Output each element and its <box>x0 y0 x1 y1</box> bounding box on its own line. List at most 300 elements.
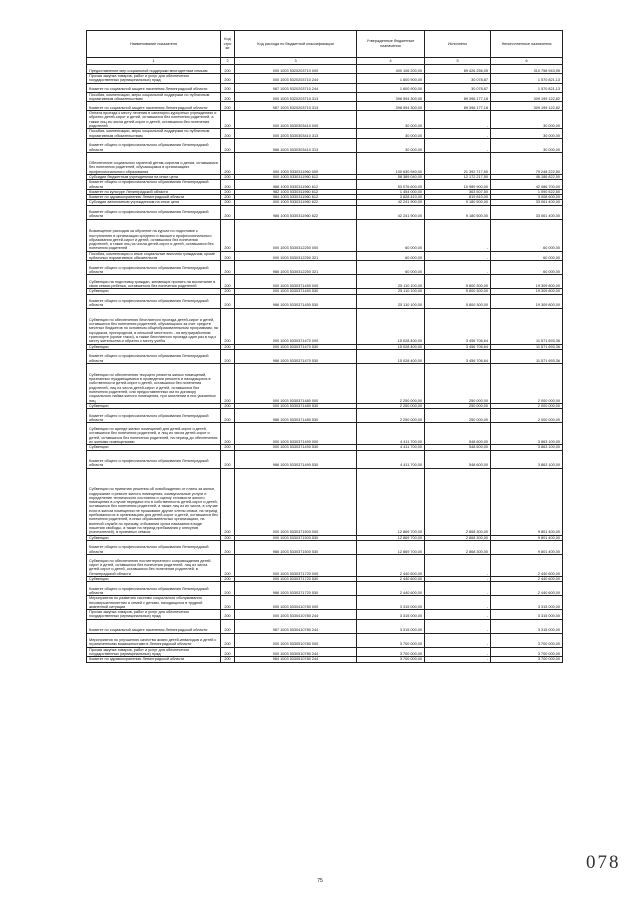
row-approved: 4 411 700,00 <box>357 450 425 468</box>
row-approved: 4 411 700,00 <box>357 423 425 445</box>
row-unexecuted: 9 801 400,00 <box>491 468 563 535</box>
row-code: 200 <box>221 633 235 647</box>
row-name: Субвенции по обеспечению текущего ремонта жилых помещений, признанных нуждающимися в проведении ремонта и находящихся в собственности детей-сирот и детей, оставшихся без попечения родителей, лиц из числа детей-сирот и детей, оставшихся без попечения родителей, или предоставленных им по договору социального найма жилого помещения, при заселении в них указанных лиц <box>87 363 221 403</box>
row-executed: 5 800 300,00 <box>425 289 491 294</box>
row-approved: 30 000,00 <box>357 111 425 129</box>
row-kbk: 984 1003 5330311960 612 <box>235 195 357 200</box>
row-unexecuted: 9 801 400,00 <box>491 540 563 554</box>
row-kbk: 000 1003 5330311960 622 <box>235 200 357 205</box>
row-name: Комитет по социальной защите населения Ленинградской области <box>87 102 221 111</box>
row-approved: 398 594 300,00 <box>357 92 425 102</box>
row-unexecuted: 1 570 821,13 <box>491 74 563 84</box>
row-unexecuted: 30 000,00 <box>491 138 563 152</box>
row-approved: 4 411 700,00 <box>357 445 425 450</box>
row-name: Субвенции <box>87 289 221 294</box>
row-kbk: 987 1003 5330410780 244 <box>235 619 357 633</box>
column-number: 3 <box>235 58 357 65</box>
row-kbk: 000 1003 5330371720 530 <box>235 576 357 581</box>
row-kbk: 986 1003 5330311960 612 <box>235 180 357 190</box>
row-unexecuted: 60 000,00 <box>491 219 563 251</box>
row-kbk: 000 1003 5330371470 530 <box>235 344 357 349</box>
table-row <box>87 610 563 620</box>
row-name: Комитет общего и профессионального образования Ленинградской области <box>87 261 221 275</box>
row-code: 200 <box>221 83 235 92</box>
row-code: 200 <box>221 138 235 152</box>
table-row <box>87 423 563 445</box>
table-row <box>87 251 563 261</box>
column-number-row <box>87 58 563 65</box>
row-kbk: 984 1003 5330510780 244 <box>235 657 357 662</box>
row-approved: 3 700 000,00 <box>357 647 425 657</box>
row-unexecuted: 1 090 522,50 <box>491 189 563 194</box>
column-number: 6 <box>491 58 563 65</box>
page-stamp-number: 078 <box>586 852 621 873</box>
table-row <box>87 582 563 596</box>
row-executed: 12 172 217,50 <box>425 174 491 179</box>
header-name: Наименование показателя <box>87 31 221 58</box>
row-unexecuted: 3 700 000,00 <box>491 647 563 657</box>
row-code: 200 <box>221 647 235 657</box>
row-name: Обеспечение социальных гарантий детям-сиротам и детям, оставшимся без попечения родителей, обучающимся в организациях профессионального образования <box>87 152 221 174</box>
column-number: 4 <box>357 58 425 65</box>
row-kbk: 000 1003 5330371450 530 <box>235 289 357 294</box>
row-unexecuted: 19 309 800,00 <box>491 289 563 294</box>
row-code: 200 <box>221 610 235 620</box>
row-unexecuted: 1 570 821,13 <box>491 83 563 92</box>
row-executed: 5 800 300,00 <box>425 294 491 308</box>
row-name: Субсидии бюджетным учреждениям на иные цели <box>87 174 221 179</box>
row-code: 200 <box>221 423 235 445</box>
row-approved: 2 250 000,00 <box>357 403 425 408</box>
row-approved: 1 454 000,00 <box>357 189 425 194</box>
table-row <box>87 138 563 152</box>
row-unexecuted: 33 061 400,00 <box>491 205 563 219</box>
row-unexecuted: 3 315 000,00 <box>491 596 563 610</box>
row-unexecuted: 11 571 693,36 <box>491 349 563 363</box>
row-unexecuted: 3 008 600,00 <box>491 195 563 200</box>
row-code: 200 <box>221 152 235 174</box>
row-approved: 3 828 410,00 <box>357 195 425 200</box>
row-kbk: 000 1003 5330371480 530 <box>235 403 357 408</box>
row-approved: 30 000,00 <box>357 138 425 152</box>
page-number: 75 <box>317 878 323 884</box>
header-unexecuted: Неисполненные назначения <box>491 31 563 58</box>
row-name: Субвенции <box>87 535 221 540</box>
row-kbk: 000 1003 5330371450 000 <box>235 275 357 289</box>
table-row <box>87 92 563 102</box>
row-code: 200 <box>221 261 235 275</box>
row-name: Комитет общего и профессионального образования Ленинградской области <box>87 180 221 190</box>
row-approved: 2 440 600,00 <box>357 582 425 596</box>
row-name: Прочая закупка товаров, работ и услуг для обеспечения государственных (муниципальных) нужд <box>87 74 221 84</box>
row-name: Комитет общего и профессионального образования Ленинградской области <box>87 409 221 423</box>
row-code: 200 <box>221 535 235 540</box>
row-unexecuted: 11 571 693,36 <box>491 308 563 344</box>
row-name: Прочая закупка товаров, работ и услуг для обеспечения государственных (муниципальных) нужд <box>87 647 221 657</box>
table-row <box>87 363 563 403</box>
row-kbk: 986 1003 5330371720 530 <box>235 582 357 596</box>
header-code: Код стро ки <box>221 31 235 58</box>
row-code: 200 <box>221 576 235 581</box>
table-row <box>87 129 563 139</box>
row-executed: - <box>425 554 491 576</box>
row-kbk: 986 1003 5330371500 530 <box>235 540 357 554</box>
row-unexecuted: 42 086 700,00 <box>491 180 563 190</box>
row-approved: 3 315 000,00 <box>357 619 425 633</box>
row-name: Пособия, компенсации и иные социальные выплаты гражданам, кроме публичных нормативных обязательств <box>87 251 221 261</box>
row-executed: 21 392 717,50 <box>425 152 491 174</box>
row-executed: - <box>425 261 491 275</box>
row-unexecuted: 46 186 822,50 <box>491 174 563 179</box>
row-code: 200 <box>221 554 235 576</box>
table-row <box>87 74 563 84</box>
header-kbk: Код расхода по бюджетной классификации <box>235 31 357 58</box>
row-name: Субвенции <box>87 445 221 450</box>
row-executed: 548 600,00 <box>425 423 491 445</box>
row-executed: - <box>425 129 491 139</box>
row-unexecuted: 60 000,00 <box>491 261 563 275</box>
row-approved: 58 389 040,00 <box>357 174 425 179</box>
row-name: Оплата проезда к месту лечения в санаторно-курортных учреждениях и обратно детей-сирот и детей, оставшихся без попечения родителей, а также лиц из числа детей-сирот и детей, оставшихся без попечения родителей <box>87 111 221 129</box>
row-code: 200 <box>221 92 235 102</box>
row-kbk: 000 1003 5330371490 000 <box>235 423 357 445</box>
row-executed: - <box>425 576 491 581</box>
row-approved: 400 106 200,00 <box>357 65 425 74</box>
row-unexecuted: 19 309 800,00 <box>491 294 563 308</box>
header-executed: Исполнено <box>425 31 491 58</box>
row-kbk: 000 1003 5330371720 000 <box>235 554 357 576</box>
row-executed: - <box>425 582 491 596</box>
row-kbk: 000 1003 5330371500 000 <box>235 468 357 535</box>
row-name: Комитет по социальной защите населения Ленинградской области <box>87 619 221 633</box>
row-kbk: 986 1003 5330371470 530 <box>235 349 357 363</box>
row-name: Комитет общего и профессионального образования Ленинградской области <box>87 540 221 554</box>
row-approved: 2 250 000,00 <box>357 363 425 403</box>
row-executed: 30 078,87 <box>425 83 491 92</box>
row-approved: 60 000,00 <box>357 251 425 261</box>
row-unexecuted: 3 863 100,00 <box>491 445 563 450</box>
row-kbk: 982 1003 5330311960 612 <box>235 189 357 194</box>
table-header-row <box>87 31 563 58</box>
row-executed: 2 868 300,00 <box>425 468 491 535</box>
row-kbk: 000 1003 5330371490 530 <box>235 445 357 450</box>
row-executed: - <box>425 619 491 633</box>
row-unexecuted: 19 309 800,00 <box>491 275 563 289</box>
row-executed: 10 989 900,00 <box>425 180 491 190</box>
row-executed: 363 507,50 <box>425 189 491 194</box>
row-name: Комитет по социальной защите населения Ленинградской области <box>87 83 221 92</box>
table-row <box>87 111 563 129</box>
row-name: Мероприятия по улучшению качества жизни детей-инвалидов и детей с ограниченными возможностями в Ленинградской области <box>87 633 221 647</box>
row-unexecuted: 30 000,00 <box>491 111 563 129</box>
row-name: Субвенции <box>87 576 221 581</box>
row-name: Субвенции <box>87 403 221 408</box>
row-kbk: 986 1003 5330311960 622 <box>235 205 357 219</box>
table-row <box>87 294 563 308</box>
table-body <box>87 65 563 663</box>
row-approved: 398 594 300,00 <box>357 102 425 111</box>
row-executed: - <box>425 610 491 620</box>
row-code: 200 <box>221 445 235 450</box>
row-executed: 9 180 500,00 <box>425 200 491 205</box>
row-executed: - <box>425 219 491 251</box>
row-name: Субвенции по обеспечению бесплатного проезда детей-сирот и детей, оставшихся без попечения родителей, обучающихся за счет средств местных бюджетов по основным общеобразовательным программам, на городском, пригородном, в сельской местности - на внутрирайонном транспорте (кроме такси), а также бесплатного проезда один раз в год к месту жительства и обратно к месту учебы <box>87 308 221 344</box>
row-unexecuted: 310 758 943,95 <box>491 65 563 74</box>
row-unexecuted: 3 863 100,00 <box>491 450 563 468</box>
row-name: Субвенции по обеспечению постинтернатного сопровождения детей-сирот и детей, оставшихся без попечения родителей, лиц из числа детей-сирот и детей, оставшихся без попечения родителей, в Ленинградской области <box>87 554 221 576</box>
row-code: 200 <box>221 349 235 363</box>
row-executed: 3 456 706,64 <box>425 308 491 344</box>
row-approved: 60 000,00 <box>357 261 425 275</box>
row-code: 200 <box>221 200 235 205</box>
row-approved: 60 000,00 <box>357 219 425 251</box>
table-row <box>87 409 563 423</box>
row-unexecuted: 79 248 222,50 <box>491 152 563 174</box>
row-executed: 3 456 706,64 <box>425 344 491 349</box>
row-code: 200 <box>221 540 235 554</box>
row-unexecuted: 60 000,00 <box>491 251 563 261</box>
row-executed: 548 600,00 <box>425 450 491 468</box>
row-name: Возмещение расходов за обучение на курсах по подготовке к поступлению в организации среднего и высшего профессионального образования детей-сирот и детей, оставшихся без попечения родителей, а также лиц из числа детей-сирот и детей, оставшихся без попечения родителей <box>87 219 221 251</box>
row-unexecuted: 309 199 122,82 <box>491 92 563 102</box>
row-executed: 250 000,00 <box>425 363 491 403</box>
table-row <box>87 468 563 535</box>
row-name: Субсидии автономным учреждениям на иные цели <box>87 200 221 205</box>
row-code: 200 <box>221 468 235 535</box>
row-name: Комитет по здравоохранению Ленинградской области <box>87 657 221 662</box>
row-code: 200 <box>221 582 235 596</box>
row-name: Субвенции по аренде жилых помещений для детей-сирот и детей, оставшихся без попечения родителей, и лиц из числа детей-сирот и детей, оставшихся без попечения родителей, на период до обеспечения их жилыми помещениями <box>87 423 221 445</box>
row-unexecuted: 3 863 100,00 <box>491 423 563 445</box>
row-name: Субвенции по принятию решения об освобождении от платы за жилье, содержание и ремонт жилого помещения, коммунальные услуги и определение технического состояния и оценку стоимости жилого помещения в случае передачи его в собственность детей-сирот и детей, оставшихся без попечения родителей, а также лиц из их числа, в случае если в жилом помещении не проживают другие члены семьи, на период пребывания их в организациях для детей-сирот и детей, оставшихся без попечения родителей, в иных образовательных организациях, на военной службе по призыву, отбывания срока наказания в виде лишения свободы, а также на период пребывания у опекунов (попечителей), в приемных семьях <box>87 468 221 535</box>
row-code: 200 <box>221 180 235 190</box>
row-approved: 42 241 900,00 <box>357 200 425 205</box>
row-approved: 12 869 700,00 <box>357 535 425 540</box>
row-code: 200 <box>221 289 235 294</box>
row-executed: 548 600,00 <box>425 445 491 450</box>
row-name: Субвенции <box>87 344 221 349</box>
row-kbk: 000 1003 5330410780 000 <box>235 596 357 610</box>
row-code: 200 <box>221 294 235 308</box>
row-approved: 30 000,00 <box>357 129 425 139</box>
row-name: Пособия, компенсации, меры социальной поддержки по публичным нормативным обязательствам <box>87 129 221 139</box>
row-approved: 1 600 900,00 <box>357 74 425 84</box>
row-code: 200 <box>221 251 235 261</box>
row-executed: - <box>425 633 491 647</box>
row-unexecuted: 2 000 000,00 <box>491 363 563 403</box>
table-row <box>87 647 563 657</box>
table-row <box>87 180 563 190</box>
row-unexecuted: 33 061 400,00 <box>491 200 563 205</box>
row-kbk: 986 1003 5330303410 313 <box>235 138 357 152</box>
row-approved: 2 440 600,00 <box>357 576 425 581</box>
row-executed: 30 078,87 <box>425 74 491 84</box>
row-name: Предоставление мер социальной поддержки многодетным семьям <box>87 65 221 74</box>
row-kbk: 000 1003 5320203710 244 <box>235 74 357 84</box>
row-approved: 15 028 400,00 <box>357 308 425 344</box>
row-unexecuted: 2 440 600,00 <box>491 582 563 596</box>
budget-report-sheet <box>86 30 562 663</box>
row-code: 200 <box>221 74 235 84</box>
row-executed: 89 426 256,05 <box>425 65 491 74</box>
row-executed: 9 180 500,00 <box>425 205 491 219</box>
row-approved: 100 630 940,00 <box>357 152 425 174</box>
column-number: 2 <box>221 58 235 65</box>
table-row <box>87 308 563 344</box>
row-approved: 3 700 000,00 <box>357 633 425 647</box>
table-row <box>87 596 563 610</box>
table-row <box>87 540 563 554</box>
row-code: 200 <box>221 219 235 251</box>
row-executed: 2 868 300,00 <box>425 540 491 554</box>
row-executed: 819 810,00 <box>425 195 491 200</box>
table-row <box>87 261 563 275</box>
row-unexecuted: 3 315 000,00 <box>491 619 563 633</box>
row-executed: 250 000,00 <box>425 403 491 408</box>
row-code: 200 <box>221 195 235 200</box>
row-kbk: 986 1003 5330371490 530 <box>235 450 357 468</box>
row-unexecuted: 2 000 000,00 <box>491 409 563 423</box>
row-code: 200 <box>221 619 235 633</box>
row-kbk: 987 1003 5320203710 313 <box>235 102 357 111</box>
row-kbk: 986 1003 5330371480 530 <box>235 409 357 423</box>
row-kbk: 000 1003 5330371480 000 <box>235 363 357 403</box>
row-name: Комитет по здравоохранению Ленинградской области <box>87 195 221 200</box>
row-code: 200 <box>221 129 235 139</box>
row-kbk: 000 1003 5330371500 530 <box>235 535 357 540</box>
table-row <box>87 275 563 289</box>
row-kbk: 000 1003 5330311960 612 <box>235 174 357 179</box>
row-code: 200 <box>221 363 235 403</box>
row-name: Комитет общего и профессионального образования Ленинградской области <box>87 138 221 152</box>
row-kbk: 000 1003 5330303410 000 <box>235 111 357 129</box>
row-approved: 53 076 600,00 <box>357 180 425 190</box>
row-executed: - <box>425 138 491 152</box>
row-kbk: 000 1003 5320203710 000 <box>235 65 357 74</box>
row-approved: 42 241 900,00 <box>357 205 425 219</box>
row-name: Пособия, компенсации, меры социальной поддержки по публичным нормативным обязательствам <box>87 92 221 102</box>
table-row <box>87 619 563 633</box>
row-code: 200 <box>221 189 235 194</box>
row-approved: 12 869 700,00 <box>357 468 425 535</box>
row-kbk: 000 1003 5330510780 000 <box>235 633 357 647</box>
table-row <box>87 152 563 174</box>
table-row <box>87 219 563 251</box>
row-executed: 250 000,00 <box>425 409 491 423</box>
row-code: 200 <box>221 102 235 111</box>
row-kbk: 000 1003 5330303410 313 <box>235 129 357 139</box>
row-unexecuted: 3 700 000,00 <box>491 657 563 662</box>
row-executed: - <box>425 596 491 610</box>
row-kbk: 000 1003 5320203710 313 <box>235 92 357 102</box>
row-executed: - <box>425 251 491 261</box>
row-code: 200 <box>221 65 235 74</box>
row-code: 200 <box>221 205 235 219</box>
row-kbk: 000 1003 5330312250 321 <box>235 251 357 261</box>
row-approved: 25 110 100,00 <box>357 275 425 289</box>
table-row <box>87 554 563 576</box>
row-name: Комитет общего и профессионального образования Ленинградской области <box>87 582 221 596</box>
row-kbk: 986 1003 5330312250 321 <box>235 261 357 275</box>
budget-execution-table <box>86 30 563 663</box>
row-unexecuted: 2 440 600,00 <box>491 554 563 576</box>
column-number: 5 <box>425 58 491 65</box>
row-name: Комитет общего и профессионального образования Ленинградской области <box>87 349 221 363</box>
table-row <box>87 450 563 468</box>
table-row <box>87 633 563 647</box>
row-executed: - <box>425 111 491 129</box>
row-unexecuted: 2 000 000,00 <box>491 403 563 408</box>
row-code: 200 <box>221 308 235 344</box>
row-name: Мероприятия по развитию системы социального обслуживания несовершеннолетних и семей с детьми, находящихся в трудной жизненной ситуации <box>87 596 221 610</box>
row-approved: 2 440 600,00 <box>357 554 425 576</box>
row-unexecuted: 3 700 000,00 <box>491 633 563 647</box>
table-row <box>87 205 563 219</box>
row-approved: 15 028 400,00 <box>357 349 425 363</box>
row-code: 200 <box>221 344 235 349</box>
row-kbk: 000 1003 5330371470 000 <box>235 308 357 344</box>
row-kbk: 987 1003 5320203710 244 <box>235 83 357 92</box>
table-row <box>87 657 563 662</box>
row-code: 200 <box>221 111 235 129</box>
row-kbk: 000 1003 5330410780 244 <box>235 610 357 620</box>
row-code: 200 <box>221 275 235 289</box>
row-executed: 89 396 177,18 <box>425 102 491 111</box>
row-executed: 3 456 706,64 <box>425 349 491 363</box>
row-approved: 15 028 400,00 <box>357 344 425 349</box>
row-code: 200 <box>221 657 235 662</box>
table-row <box>87 83 563 92</box>
row-unexecuted: 9 801 400,00 <box>491 535 563 540</box>
row-kbk: 986 1003 5330371450 530 <box>235 294 357 308</box>
row-unexecuted: 3 315 000,00 <box>491 610 563 620</box>
row-approved: 3 315 000,00 <box>357 610 425 620</box>
row-name: Субвенции на подготовку граждан, желающих принять на воспитание в свою семью ребенка, оставшегося без попечения родителей <box>87 275 221 289</box>
row-name: Комитет общего и профессионального образования Ленинградской области <box>87 205 221 219</box>
row-approved: 12 869 700,00 <box>357 540 425 554</box>
row-unexecuted: 30 000,00 <box>491 129 563 139</box>
row-code: 200 <box>221 596 235 610</box>
row-approved: 3 700 000,00 <box>357 657 425 662</box>
row-executed: - <box>425 647 491 657</box>
row-code: 200 <box>221 409 235 423</box>
row-name: Прочая закупка товаров, работ и услуг для обеспечения государственных (муниципальных) нужд <box>87 610 221 620</box>
row-executed: 5 800 300,00 <box>425 275 491 289</box>
column-number: 1 <box>87 58 221 65</box>
row-approved: 2 250 000,00 <box>357 409 425 423</box>
row-kbk: 000 1003 5330510780 244 <box>235 647 357 657</box>
row-code: 200 <box>221 174 235 179</box>
row-executed: 89 396 177,18 <box>425 92 491 102</box>
row-kbk: 000 1003 5330312250 000 <box>235 219 357 251</box>
row-unexecuted: 2 440 600,00 <box>491 576 563 581</box>
row-name: Комитет общего и профессионального образования Ленинградской области <box>87 294 221 308</box>
table-row <box>87 349 563 363</box>
row-name: Комитет по культуре Ленинградской области <box>87 189 221 194</box>
table-row <box>87 65 563 74</box>
row-code: 200 <box>221 450 235 468</box>
row-executed: - <box>425 657 491 662</box>
table-row <box>87 102 563 111</box>
row-executed: 2 868 300,00 <box>425 535 491 540</box>
row-unexecuted: 309 199 122,82 <box>491 102 563 111</box>
row-approved: 25 110 100,00 <box>357 294 425 308</box>
row-approved: 1 600 900,00 <box>357 83 425 92</box>
row-kbk: 000 1003 5330311960 000 <box>235 152 357 174</box>
row-unexecuted: 11 571 693,36 <box>491 344 563 349</box>
row-approved: 3 315 000,00 <box>357 596 425 610</box>
row-code: 200 <box>221 403 235 408</box>
